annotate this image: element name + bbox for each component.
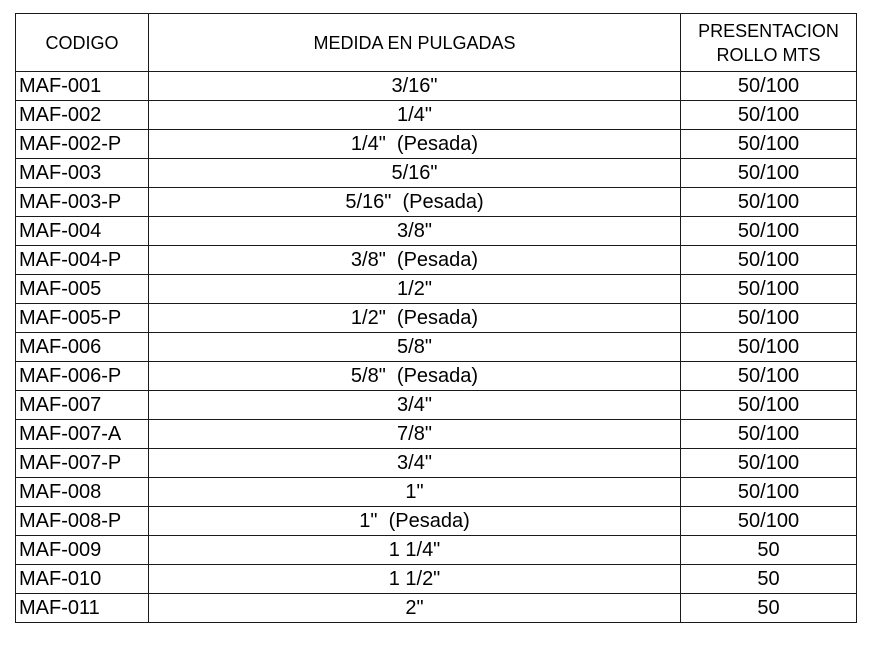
- table-row: [16, 420, 857, 449]
- table-row: [16, 159, 857, 188]
- cell-codigo: MAF-010: [16, 565, 149, 594]
- cell-codigo: MAF-004: [16, 217, 149, 246]
- table-row: [16, 246, 857, 275]
- cell-medida: 3/4": [149, 391, 681, 420]
- cell-codigo: MAF-002-P: [16, 130, 149, 159]
- header-presentacion-line2: ROLLO MTS: [716, 44, 821, 65]
- header-presentacion-line1: PRESENTACION: [698, 20, 839, 41]
- table-row: [16, 130, 857, 159]
- cell-medida: 2": [149, 594, 681, 623]
- cell-presentacion: 50/100: [681, 391, 857, 420]
- cell-codigo: MAF-006-P: [16, 362, 149, 391]
- cell-codigo: MAF-005-P: [16, 304, 149, 333]
- cell-medida: 7/8": [149, 420, 681, 449]
- cell-codigo: MAF-007-P: [16, 449, 149, 478]
- table-row: [16, 101, 857, 130]
- cell-presentacion: 50/100: [681, 449, 857, 478]
- cell-codigo: MAF-002: [16, 101, 149, 130]
- cell-codigo: MAF-008: [16, 478, 149, 507]
- cell-presentacion: 50/100: [681, 507, 857, 536]
- cell-medida: 3/8" (Pesada): [149, 246, 681, 275]
- cell-codigo: MAF-007-A: [16, 420, 149, 449]
- cell-codigo: MAF-006: [16, 333, 149, 362]
- cell-presentacion: 50/100: [681, 130, 857, 159]
- table-row: [16, 362, 857, 391]
- cell-codigo: MAF-007: [16, 391, 149, 420]
- cell-medida: 1/2": [149, 275, 681, 304]
- cell-medida: 1" (Pesada): [149, 507, 681, 536]
- cell-presentacion: 50/100: [681, 275, 857, 304]
- cell-codigo: MAF-009: [16, 536, 149, 565]
- cell-medida: 5/8": [149, 333, 681, 362]
- cell-presentacion: 50: [681, 594, 857, 623]
- table-body: [16, 72, 857, 623]
- table-row: [16, 333, 857, 362]
- cell-codigo: MAF-011: [16, 594, 149, 623]
- cell-codigo: MAF-005: [16, 275, 149, 304]
- table-row: [16, 536, 857, 565]
- table-row: [16, 449, 857, 478]
- cell-medida: 1/4": [149, 101, 681, 130]
- cell-medida: 1/2" (Pesada): [149, 304, 681, 333]
- table-row: [16, 188, 857, 217]
- product-table: [15, 13, 857, 623]
- table-row: [16, 594, 857, 623]
- cell-medida: 1": [149, 478, 681, 507]
- cell-codigo: MAF-003-P: [16, 188, 149, 217]
- table-row: [16, 565, 857, 594]
- cell-presentacion: 50/100: [681, 333, 857, 362]
- cell-codigo: MAF-003: [16, 159, 149, 188]
- table-row: [16, 217, 857, 246]
- table-header-row: [16, 14, 857, 72]
- table-row: [16, 72, 857, 101]
- cell-medida: 1 1/4": [149, 536, 681, 565]
- table-row: [16, 275, 857, 304]
- cell-medida: 3/16": [149, 72, 681, 101]
- header-presentacion: [681, 14, 857, 72]
- product-table-container: [15, 13, 856, 623]
- table-row: [16, 478, 857, 507]
- cell-medida: 3/8": [149, 217, 681, 246]
- cell-medida: 1/4" (Pesada): [149, 130, 681, 159]
- cell-presentacion: 50/100: [681, 362, 857, 391]
- cell-presentacion: 50/100: [681, 101, 857, 130]
- cell-presentacion: 50/100: [681, 159, 857, 188]
- cell-codigo: MAF-001: [16, 72, 149, 101]
- cell-presentacion: 50/100: [681, 72, 857, 101]
- cell-presentacion: 50: [681, 565, 857, 594]
- cell-codigo: MAF-004-P: [16, 246, 149, 275]
- table-row: [16, 304, 857, 333]
- cell-medida: 5/16": [149, 159, 681, 188]
- cell-codigo: MAF-008-P: [16, 507, 149, 536]
- cell-presentacion: 50/100: [681, 246, 857, 275]
- cell-presentacion: 50/100: [681, 478, 857, 507]
- cell-medida: 3/4": [149, 449, 681, 478]
- cell-medida: 5/16" (Pesada): [149, 188, 681, 217]
- table-row: [16, 391, 857, 420]
- cell-presentacion: 50/100: [681, 217, 857, 246]
- header-medida: MEDIDA EN PULGADAS: [149, 14, 681, 72]
- table-row: [16, 507, 857, 536]
- cell-presentacion: 50/100: [681, 188, 857, 217]
- cell-medida: 5/8" (Pesada): [149, 362, 681, 391]
- cell-presentacion: 50/100: [681, 420, 857, 449]
- cell-presentacion: 50/100: [681, 304, 857, 333]
- cell-medida: 1 1/2": [149, 565, 681, 594]
- cell-presentacion: 50: [681, 536, 857, 565]
- header-codigo: CODIGO: [16, 14, 149, 72]
